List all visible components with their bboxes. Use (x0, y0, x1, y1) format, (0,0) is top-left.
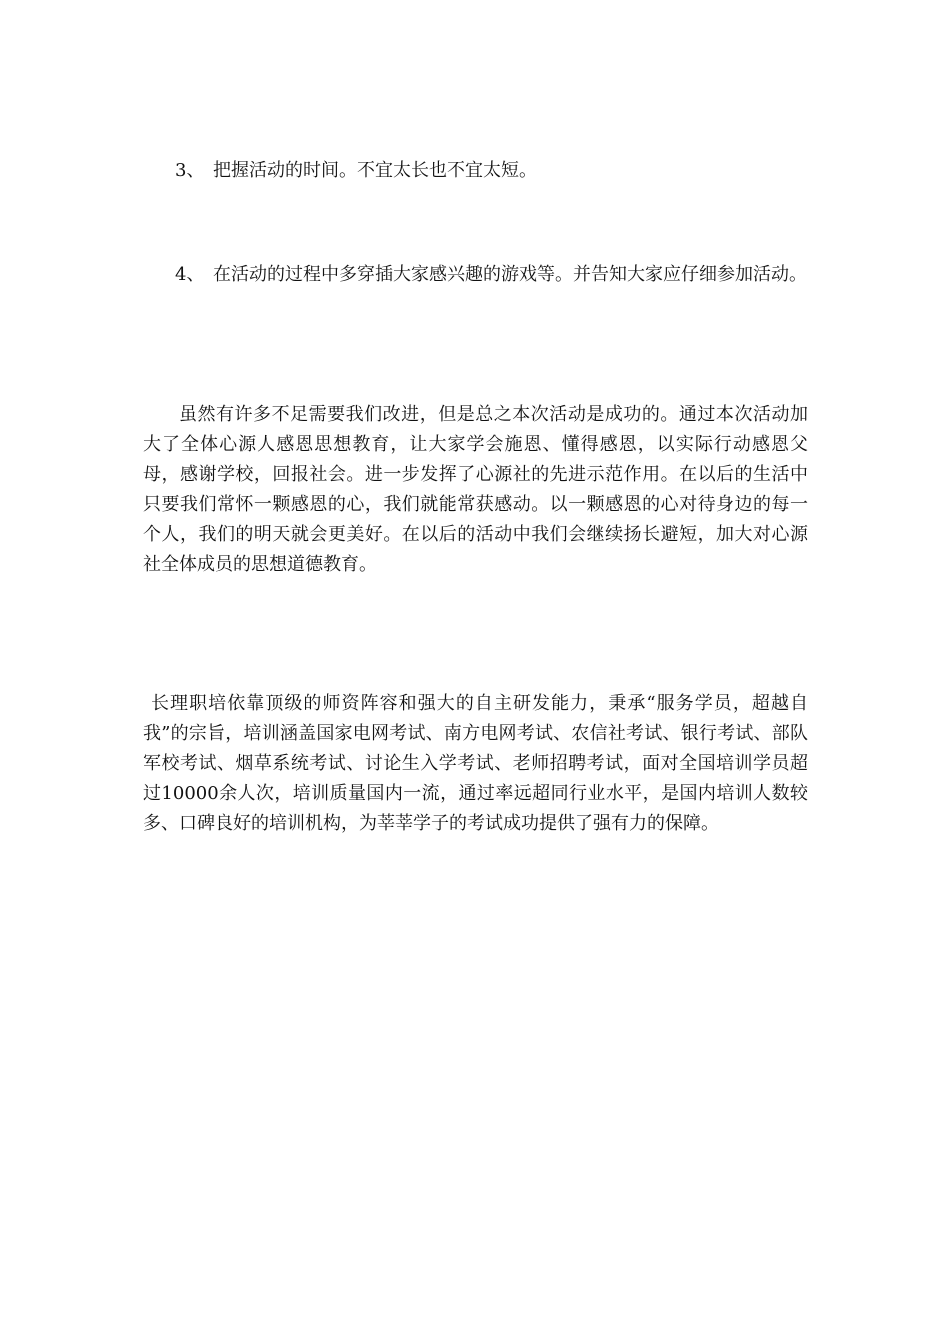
list-item-4-number: 4、 (175, 264, 205, 285)
promo-paragraph (143, 689, 808, 839)
list-item-3 (143, 156, 808, 186)
list-item-4-text: 在活动的过程中多穿插大家感兴趣的游戏等。并告知大家应仔细参加活动。 (213, 264, 807, 285)
list-item-3-text-line (143, 156, 808, 186)
list-item-3-number: 3、 (175, 160, 205, 181)
summary-paragraph-text: 虽然有许多不足需要我们改进，但是总之本次活动是成功的。通过本次活动加大了全体心源人感恩思想教育，让大家学会施恩、懂得感恩，以实际行动感恩父母，感谢学校，回报社会。进一步发挥了心源社的先进示范作用。在以后的生活中只要我们常怀一颗感恩的心，我们就能常获感动。以一颗感恩的心对待身边的每一个人，我们的明天就会更美好。在以后的活动中我们会继续扬长避短，加大对心源社全体成员的思想道德教育。 (143, 404, 808, 575)
promo-paragraph-text: 长理职培依靠顶级的师资阵容和强大的自主研发能力，秉承“服务学员，超越自我”的宗旨，培训涵盖国家电网考试、南方电网考试、农信社考试、银行考试、部队军校考试、烟草系统考试、讨论生入学考试、老师招聘考试，面对全国培训学员超过10000余人次，培训质量国内一流，通过率远超同行业水平，是国内培训人数较多、口碑良好的培训机构，为莘莘学子的考试成功提供了强有力的保障。 (143, 693, 808, 834)
list-item-3-text: 把握活动的时间。不宜太长也不宜太短。 (213, 160, 537, 181)
list-item-4-text-line (143, 260, 808, 290)
summary-paragraph (143, 400, 808, 580)
list-item-4 (143, 260, 808, 290)
